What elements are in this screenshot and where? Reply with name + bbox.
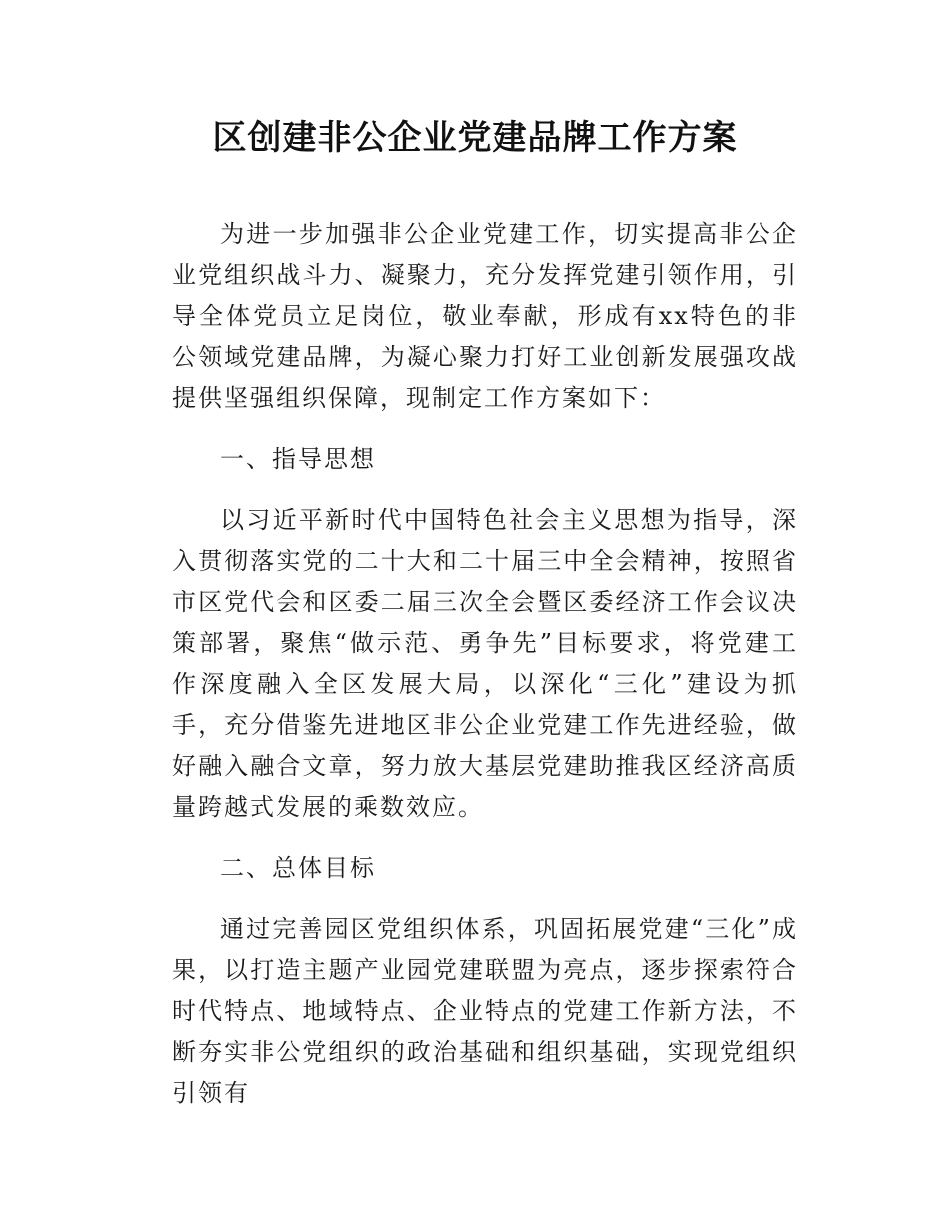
document-body [172, 214, 798, 1134]
document-title: 区创建非公企业党建品牌工作方案 [212, 118, 738, 158]
section-heading-overall-goals: 二、总体目标 [220, 854, 376, 882]
intro-paragraph: 为进一步加强非公企业党建工作，切实提高非公企业党组织战斗力、凝聚力，充分发挥党建引领作用，引导全体党员立足岗位，敬业奉献，形成有xx特色的非公领域党建品牌，为凝心聚力打好工业创新发展强攻战提供坚强组织保障，现制定工作方案如下： [172, 220, 798, 412]
section-paragraph-overall-goals: 通过完善园区党组织体系，巩固拓展党建“三化”成果，以打造主题产业园党建联盟为亮点，逐步探索符合时代特点、地域特点、企业特点的党建工作新方法，不断夯实非公党组织的政治基础和组织基础，实现党组织引领有 [172, 915, 798, 1107]
section-heading-guiding-ideology: 一、指导思想 [220, 445, 376, 473]
section-paragraph-guiding-ideology: 以习近平新时代中国特色社会主义思想为指导，深入贯彻落实党的二十大和二十届三中全会精神，按照省市区党代会和区委二届三次全会暨区委经济工作会议决策部署，聚焦“做示范、勇争先”目标要求，将党建工作深度融入全区发展大局，以深化“三化”建设为抓手，充分借鉴先进地区非公企业党建工作先进经验，做好融入融合文章，努力放大基层党建助推我区经济高质量跨越式发展的乘数效应。 [172, 506, 798, 821]
